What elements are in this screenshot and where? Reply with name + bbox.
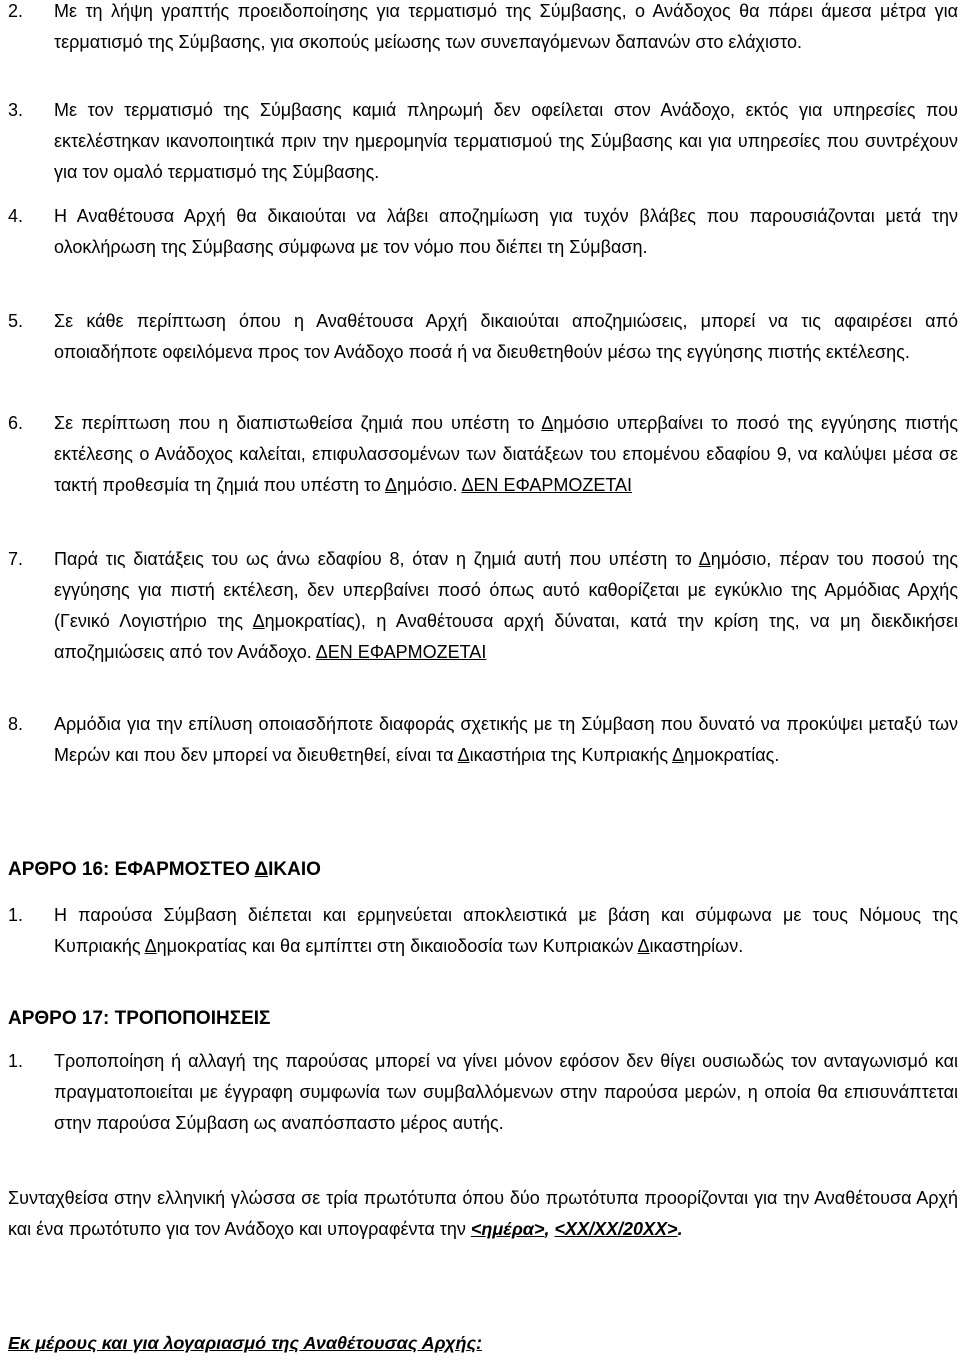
item-text: Παρά τις διατάξεις του ως άνω εδαφίου 8, όταν η ζημιά αυτή που υπέστη το Δημόσιο, πέραν του ποσού της εγγύησης για πιστή εκτέλεση, δεν υπερβαίνει ποσό όπως αυτό καθορίζεται με εγκύκλιο της Αρμόδιας Αρχής (Γενικό Λογιστήριο της Δημοκρατίας), η Αναθέτουσα αρχή δύναται, κατά την κρίση της, να μη διεκδικήσει αποζημιώσεις από τον Ανάδοχο. ΔΕΝ ΕΦΑΡΜΟΖΕΤΑΙ [54,549,959,662]
item-number: 2. [8,1,24,21]
item-number: 3. [8,100,24,120]
item-number: 5. [8,311,24,331]
item-text: Η παρούσα Σύμβαση διέπεται και ερμηνεύεται αποκλειστικά με βάση και σύμφωνα με τους Νόμους της Κυπριακής Δημοκρατίας και θα εμπίπτει στη δικαιοδοσία των Κυπριακών Δικαστηρίων. [54,905,958,956]
article-17-heading: ΑΡΘΡΟ 17: ΤΡΟΠΟΠΟΙΗΣΕΙΣ [8,1008,271,1029]
list-item-5 [0,306,958,368]
closing-paragraph: Συνταχθείσα στην ελληνική γλώσσα σε τρία πρωτότυπα όπου δύο πρωτότυπα προορίζονται για την Αναθέτουσα Αρχή και ένα πρωτότυπο για τον Ανάδοχο και υπογραφέντα την <ημέρα>, <XX/XX/20XX>. [8,1188,958,1239]
list-item-2 [0,0,958,58]
article-16-item-1 [0,900,958,962]
not-applicable-note: ΔΕΝ ΕΦΑΡΜΟΖΕΤΑΙ [315,642,487,662]
item-number: 8. [8,714,24,734]
signature-label: Εκ μέρους και για λογαριασμό της Αναθέτουσας Αρχής: [8,1333,483,1353]
item-number: 7. [8,549,24,569]
list-item-4 [0,201,958,263]
item-text: Με τον τερματισμό της Σύμβασης καμιά πληρωμή δεν οφείλεται στον Ανάδοχο, εκτός για υπηρεσίες που εκτελέστηκαν ικανοποιητικά πριν την ημερομηνία τερματισμού της Σύμβασης και για υπηρεσίες που συντρέχουν για τον ομαλό τερματισμό της Σύμβασης. [54,100,958,182]
article-17-item-1 [0,1046,958,1139]
item-text: Σε περίπτωση που η διαπιστωθείσα ζημιά που υπέστη το Δημόσιο υπερβαίνει το ποσό της εγγύησης πιστής εκτέλεσης ο Ανάδοχος καλείται, επιφυλασσομένων των διατάξεων του επομένου εδαφίου 9, να καλύψει μέσα σε τακτή προθεσμία τη ζημιά που υπέστη το Δημόσιο. ΔΕΝ ΕΦΑΡΜΟΖΕΤΑΙ [54,413,958,495]
list-item-6 [0,408,958,501]
item-text: Τροποποίηση ή αλλαγή της παρούσας μπορεί να γίνει μόνον εφόσον δεν θίγει ουσιωδώς τον ανταγωνισμό και πραγματοποιείται με έγγραφη συμφωνία των συμβαλλόμενων στην παρούσα μερών, η οποία θα επισυνάπτεται στην παρούσα Σύμβαση ως αναπόσπαστο μέρος αυτής. [54,1051,958,1133]
item-number: 1. [8,905,24,925]
list-item-7 [0,544,958,668]
not-applicable-note: ΔΕΝ ΕΦΑΡΜΟΖΕΤΑΙ [461,475,633,495]
date-value-placeholder: <XX/XX/20XX> [554,1219,678,1239]
item-text: Αρμόδια για την επίλυση οποιασδήποτε διαφοράς σχετικής με τη Σύμβαση που δυνατό να προκύψει μεταξύ των Μερών και που δεν μπορεί να διευθετηθεί, είναι τα Δικαστήρια της Κυπριακής Δημοκρατίας. [54,714,958,765]
item-number: 4. [8,206,24,226]
item-text: Με τη λήψη γραπτής προειδοποίησης για τερματισμό της Σύμβασης, ο Ανάδοχος θα πάρει άμεσα μέτρα για τερματισμό της Σύμβασης, για σκοπούς μείωσης των συνεπαγόμενων δαπανών στο ελάχιστο. [54,1,958,52]
item-number: 6. [8,413,24,433]
item-number: 1. [8,1051,24,1071]
item-text: Η Αναθέτουσα Αρχή θα δικαιούται να λάβει αποζημίωση για τυχόν βλάβες που παρουσιάζονται μετά την ολοκλήρωση της Σύμβασης σύμφωνα με τον νόμο που διέπει τη Σύμβαση. [54,206,958,257]
list-item-8 [0,709,958,771]
date-day-placeholder: <ημέρα> [470,1219,545,1239]
item-text: Σε κάθε περίπτωση όπου η Αναθέτουσα Αρχή δικαιούται αποζημιώσεις, μπορεί να τις αφαιρέσει από οποιαδήποτε οφειλόμενα προς τον Ανάδοχο ποσά ή να διευθετηθούν μέσω της εγγύησης πιστής εκτέλεσης. [54,311,958,362]
list-item-3 [0,95,958,188]
article-16-heading: ΑΡΘΡΟ 16: ΕΦΑΡΜΟΣΤΕΟ ΔΙΚΑΙΟ [8,859,321,880]
